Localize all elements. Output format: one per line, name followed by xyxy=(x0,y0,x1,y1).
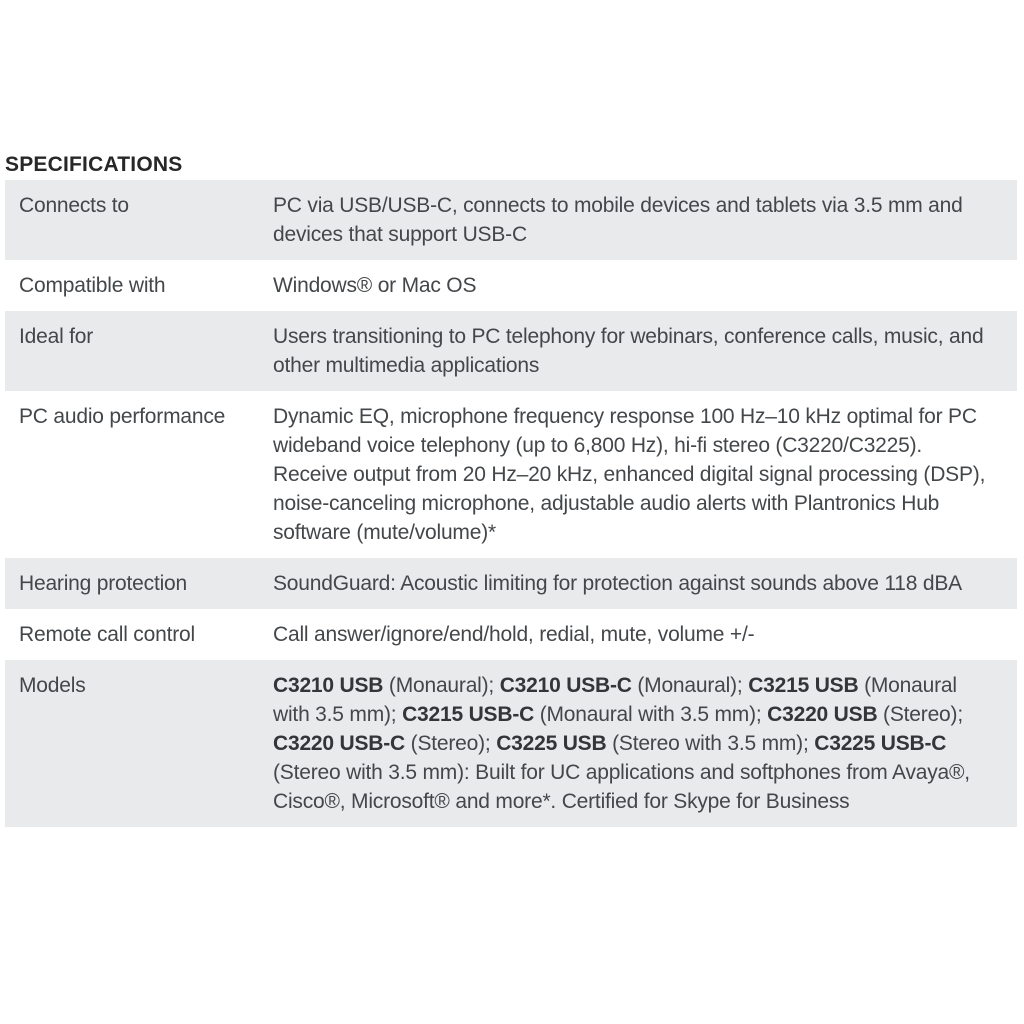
spec-row xyxy=(5,609,1017,660)
spec-row xyxy=(5,260,1017,311)
spec-row-value: Users transitioning to PC telephony for webinars, conference calls, music, and other multimedia applications xyxy=(273,325,984,377)
spec-row xyxy=(5,660,1017,827)
spec-row-label: Hearing protection xyxy=(19,572,187,595)
spec-row-label: Compatible with xyxy=(19,274,166,297)
spec-row xyxy=(5,391,1017,558)
spec-row xyxy=(5,180,1017,260)
spec-row-value: PC via USB/USB-C, connects to mobile devices and tablets via 3.5 mm and devices that support USB-C xyxy=(273,194,963,246)
spec-row-label: Ideal for xyxy=(19,325,94,348)
spec-row-value: Call answer/ignore/end/hold, redial, mute, volume +/- xyxy=(273,623,755,646)
spec-row-value: Windows® or Mac OS xyxy=(273,274,477,297)
spec-row-label: Models xyxy=(19,674,86,697)
spec-row-value: Dynamic EQ, microphone frequency response 100 Hz–10 kHz optimal for PC wideband voice telephony (up to 6,800 Hz), hi-fi stereo (C3220/C3225). Receive output from 20 Hz–20 kHz, enhanced digital signal processing (DSP), noise-canceling microphone, adjustable audio alerts with Plantronics Hub software (mute/volume)* xyxy=(273,405,986,544)
page-title: SPECIFICATIONS xyxy=(5,153,183,177)
spec-row-label: PC audio performance xyxy=(19,405,226,428)
spec-row xyxy=(5,558,1017,609)
spec-row-value: SoundGuard: Acoustic limiting for protection against sounds above 118 dBA xyxy=(273,572,962,595)
spec-row-value: C3210 USB (Monaural); C3210 USB-C (Monaural); C3215 USB (Monaural with 3.5 mm); C3215 USB-C (Monaural with 3.5 mm); C3220 USB (Stereo); C3220 USB-C (Stereo); C3225 USB (Stereo with 3.5 mm); C3225 USB-C (Stereo with 3.5 mm): Built for UC applications and softphones from Avaya®, Cisco®, Microsoft® and more*. Certified for Skype for Business xyxy=(273,674,970,813)
specifications-table xyxy=(5,180,1017,827)
spec-row-label: Remote call control xyxy=(19,623,195,646)
spec-row-label: Connects to xyxy=(19,194,129,217)
spec-row xyxy=(5,311,1017,391)
